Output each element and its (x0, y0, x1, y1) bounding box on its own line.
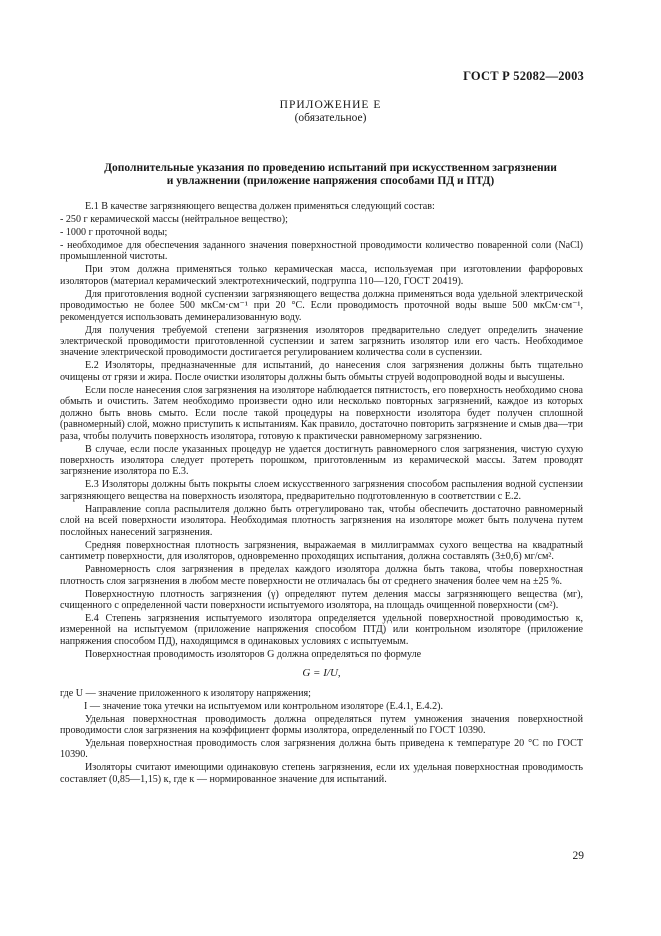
page-number: 29 (572, 850, 584, 862)
paragraph: При этом должна применяться только керамическая масса, используемая при изготовлении фарфоровых изоляторов (материал керамический электротехнический, подгруппа 110—120, ГОСТ 20419). (60, 264, 583, 287)
list-item: - необходимое для обеспечения заданного значения поверхностной проводимости количество поваренной соли (NaCl) промышленной чистоты. (60, 239, 583, 263)
where-line: I — значение тока утечки на испытуемом или контрольном изоляторе (Е.4.1, Е.4.2). (84, 700, 444, 712)
body-text (60, 201, 583, 787)
paragraph: Е.3 Изоляторы должны быть покрыты слоем искусственного загрязнения способом распыления водной суспензии загрязняющего вещества на поверхность изолятора, предварительно подготовленную в соответствии с Е.2. (60, 479, 583, 502)
where-line: где U — значение приложенного к изолятору напряжения; (60, 687, 311, 699)
paragraph: Удельная поверхностная проводимость слоя загрязнения должна быть приведена к температуре 20 °С по ГОСТ 10390. (60, 737, 583, 761)
paragraph: Изоляторы считают имеющими одинаковую степень загрязнения, если их удельная поверхностная проводимость составляет (0,85—1,15) к, где к — нормированное значение для испытаний. (60, 762, 583, 785)
standard-number: ГОСТ Р 52082—2003 (463, 69, 584, 83)
paragraph: Е.1 В качестве загрязняющего вещества должен применяться следующий состав: (85, 201, 435, 212)
list-item: - 1000 г проточной воды; (60, 226, 168, 238)
paragraph: Если после нанесения слоя загрязнения на изоляторе наблюдается пятнистость, его поверхность необходимо снова обмыть и очистить. Затем необходимо произвести одно или несколько повторных загрязнений, каждое из которых должно быть вновь смыто. Если после такой процедуры на поверхности изолятора будет получен сплошной (равномерный) слой, можно приступить к испытаниям. Как правило, достаточно повторить загрязнение и смыв два—три раза, чтобы получить поверхность изолятора, готовую к практически равномерному загрязнению. (60, 384, 583, 442)
appendix-block (0, 99, 661, 125)
section-heading (60, 162, 601, 188)
paragraph: Для получения требуемой степени загрязнения изоляторов предварительно следует определить значение электрической проводимости приготовленной суспензии и затем загрязнить изолятор или его часть. Необходимое значение электрической проводимости достигается регулированием количества соли в суспензии. (60, 324, 583, 359)
list-item: - 250 г керамической массы (нейтральное вещество); (60, 213, 288, 225)
paragraph: Равномерность слоя загрязнения в пределах каждого изолятора должна быть такова, чтобы поверхностная плотность слоя загрязнения в любом месте поверхности не отличалась бы от среднего значения более чем на ±25 %. (60, 564, 583, 587)
paragraph: Направление сопла распылителя должно быть отрегулировано так, чтобы обеспечить достаточно равномерный слой на всей поверхности изолятора. Необходимая плотность загрязнения на изоляторе может быть получена путем послойных нанесений загрязнения. (60, 503, 583, 538)
heading-line-1: Дополнительные указания по проведению испытаний при искусственном загрязнении (104, 162, 557, 174)
heading-line-2: и увлажнении (приложение напряжения способами ПД и ПТД) (166, 175, 495, 187)
paragraph: Поверхностная проводимость изоляторов G должна определяться по формуле (85, 648, 422, 660)
paragraph: Удельная поверхностная проводимость должна определяться путем умножения значения поверхностной проводимости слоя загрязнения на коэффициент формы изолятора, определенный по ГОСТ 10390. (60, 713, 583, 737)
paragraph: Для приготовления водной суспензии загрязняющего вещества должна применяться вода удельной электрической проводимостью не более 500 мкСм·см⁻¹ при 20 °С. Если проводимость проточной воды выше 500 мкСм·см⁻¹, рекомендуется использовать деминерализованную воду. (60, 288, 583, 323)
paragraph: Средняя поверхностная плотность загрязнения, выражаемая в миллиграммах сухого вещества на квадратный сантиметр поверхности, для изоляторов, одновременно проходящих испытания, должна составлять (3±0,6) мг/см². (60, 539, 583, 563)
appendix-status: (обязательное) (294, 112, 367, 124)
paragraph: Е.2 Изоляторы, предназначенные для испытаний, до нанесения слоя загрязнения должны быть тщательно очищены от грязи и жира. После очистки изоляторы должны быть обмыты струей водопроводной воды и высушены. (60, 360, 583, 383)
paragraph: Е.4 Степень загрязнения испытуемого изолятора определяется удельной поверхностной проводимостью к, измеренной на испытуемом (приложение напряжения способом ПТД) или контрольном изоляторе (приложение напряжения способом ПД), находящимся в одинаковых условиях с испытуемым. (60, 612, 583, 647)
appendix-title: ПРИЛОЖЕНИЕ Е (279, 99, 382, 111)
paragraph: Поверхностную плотность загрязнения (γ) определяют путем деления массы загрязняющего вещества (мг), счищенного с определенной части поверхности испытуемого изолятора, на площадь очищенной поверхности (см²). (60, 588, 583, 611)
paragraph: В случае, если после указанных процедур не удается достигнуть равномерного слоя загрязнения, чистую сухую поверхность изолятора следует протереть порошком, приготовленным из керамической массы. Затем проводят загрязнение изолятора по Е.3. (60, 443, 583, 478)
formula: G = I/U, (302, 667, 341, 680)
